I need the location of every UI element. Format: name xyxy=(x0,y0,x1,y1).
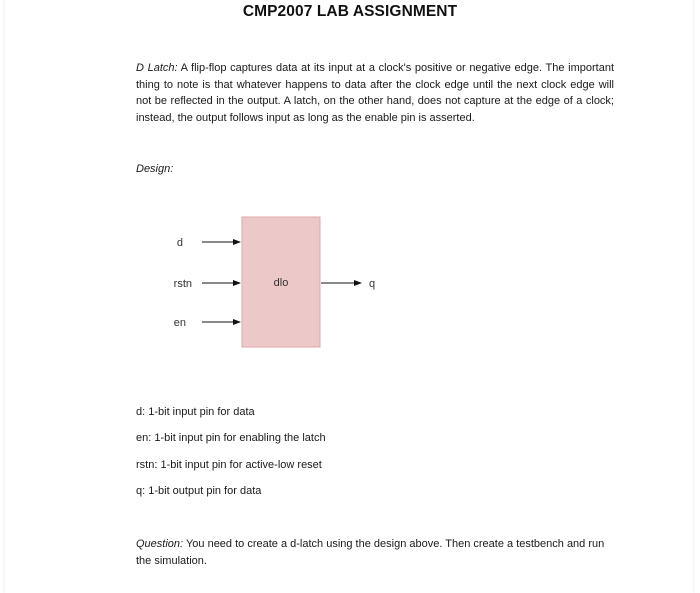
intro-body: A flip-flop captures data at its input at a clock's positive or negative edge. The important thing to note is that whatever happens to data after the clock edge until the next clock edge will not be reflected in the output. A latch, on the other hand, does not capture at the edge of a clock; instead, the output follows input as long as the enable pin is asserted. xyxy=(136,62,614,124)
intro-lead: D Latch: xyxy=(136,62,178,74)
pin-desc-q: q: 1-bit output pin for data xyxy=(136,485,262,497)
pin-desc-rstn: rstn: 1-bit input pin for active-low reset xyxy=(136,459,322,471)
design-label: Design: xyxy=(136,163,174,175)
input-label-en: en xyxy=(173,317,186,329)
dlo-block-label: dlo xyxy=(273,277,289,289)
input-label-rstn: rstn xyxy=(173,278,192,290)
question-paragraph xyxy=(136,536,616,569)
pin-desc-d: d: 1-bit input pin for data xyxy=(136,406,255,418)
pin-desc-en: en: 1-bit input pin for enabling the latch xyxy=(136,432,326,444)
output-label-q: q xyxy=(369,278,376,290)
input-label-d: d xyxy=(176,237,183,249)
question-body: You need to create a d-latch using the design above. Then create a testbench and run the simulation. xyxy=(136,538,605,567)
question-label: Question: xyxy=(136,538,184,550)
document-title: CMP2007 LAB ASSIGNMENT xyxy=(242,3,458,20)
